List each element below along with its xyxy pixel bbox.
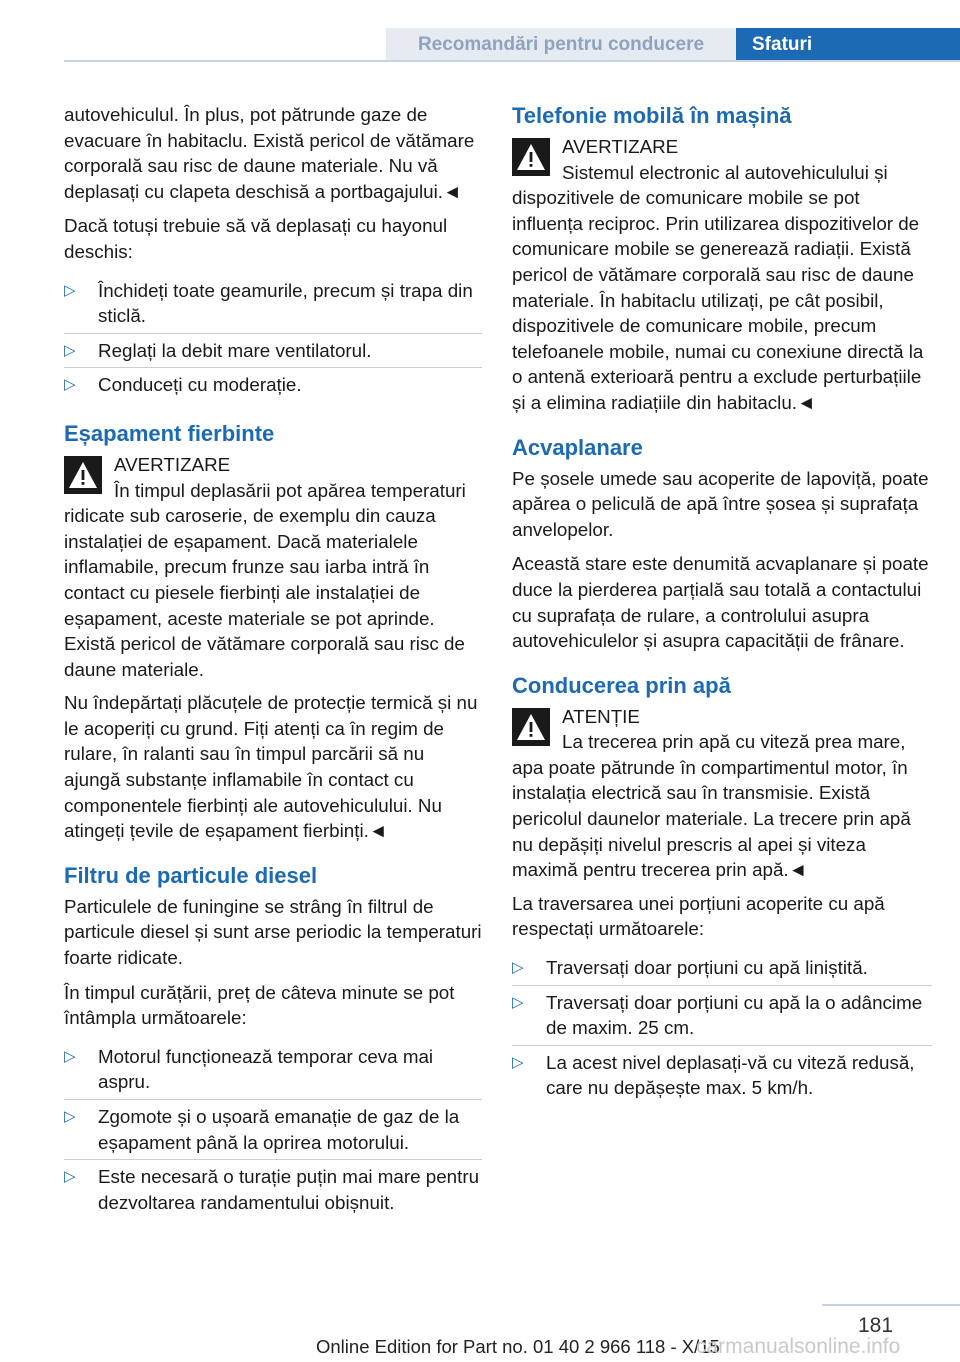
section-title-mobile-phones: Telefonie mobilă în mașină <box>512 103 792 128</box>
header-section-title: Recomandări pentru conducere <box>386 28 736 61</box>
triangle-bullet-icon: ▷ <box>512 959 524 977</box>
bullet-list <box>512 951 932 1105</box>
section-title-diesel-filter: Filtru de particule diesel <box>64 862 318 888</box>
list-item-text: Închideți toate geamurile, precum și trapa din sticlă. <box>98 279 473 327</box>
section-title-hot-exhaust: Eșapament fierbinte <box>64 420 275 446</box>
caution-text: La trecerea prin apă cu viteză prea mare, apa poate pătrunde în compartimentul motor, în instalația electrică sau în transmisie. Există pericolul daunelor materiale. La trecere prin apă nu depășiți nivelul prescris al apei și viteza maximă pentru trecerea prin apă.◄ <box>512 731 911 881</box>
paragraph: autovehiculul. În plus, pot pătrunde gaze de evacuare în habitaclu. Există pericol de vătămare corporală sau risc de daune materiale. Nu vă deplasați cu clapeta deschisă a portbagajului.◄ <box>64 104 475 202</box>
warning-text: Sistemul electronic al autovehiculului și dispozitivele de comunicare mobile se pot influența reciproc. Prin utilizarea dispozitivelor de comunicare mobile se generează radiații. Există pericol de vătămare corporală sau risc de daune materiale. În habitaclu utilizați, pe cât posibil, dispozitivele de comunicare mobile, precum telefoanele mobile, numai cu conexiune directă la o antenă exterioară pentru a exclude perturbațiile și a elimina radiațiile din habitaclu.◄ <box>512 161 924 413</box>
triangle-bullet-icon: ▷ <box>64 1108 76 1125</box>
triangle-bullet-icon: ▷ <box>64 281 76 299</box>
paragraph: Dacă totuși trebuie să vă deplasați cu hayonul deschis: <box>64 215 448 262</box>
section-title-aquaplaning: Acvaplanare <box>512 434 643 460</box>
paragraph: La traversarea unei porțiuni acoperite cu apă respectați următoarele: <box>512 892 885 940</box>
list-item <box>64 1099 482 1159</box>
paragraph: Nu îndepărtați plăcuțele de protecție termică și nu le acoperiți cu grund. Fiți atenți ca în regim de rulare, în ralanti sau în timpul parcării să nu ajungă substanțe inflamabile în contact cu componentele fierbinți ale autovehiculului. Nu atingeți țevile de eșapament fierbinți.◄ <box>64 692 478 842</box>
warning-triangle-icon <box>64 456 102 494</box>
triangle-bullet-icon: ▷ <box>512 993 524 1011</box>
triangle-bullet-icon: ▷ <box>64 376 76 394</box>
paragraph: Pe șosele umede sau acoperite de lapoviță, poate apărea o peliculă de apă între șosea și suprafața anvelopelor. <box>512 467 929 540</box>
triangle-bullet-icon: ▷ <box>64 341 76 359</box>
list-item <box>512 1045 932 1105</box>
list-item <box>64 274 482 333</box>
list-item-text: Reglați la debit mare ventilatorul. <box>98 339 372 361</box>
right-column <box>512 102 932 1114</box>
list-item-text: Este necesară o turație puțin mai mare pentru dezvoltarea randamentului obișnuit. <box>98 1166 480 1213</box>
header-divider <box>64 60 960 62</box>
warning-triangle-icon <box>512 138 550 176</box>
list-item-text: Conduceți cu moderație. <box>98 374 302 396</box>
list-item <box>512 951 932 985</box>
left-column <box>64 102 482 1228</box>
footer-divider <box>822 1304 960 1306</box>
warning-block <box>512 134 932 416</box>
triangle-bullet-icon: ▷ <box>64 1047 76 1065</box>
list-item-text: La acest nivel deplasați-vă cu viteză redusă, care nu depășește max. 5 km/h. <box>546 1051 915 1099</box>
header-chapter-tab: Sfaturi <box>736 28 960 61</box>
warning-block <box>64 452 482 682</box>
list-item-text: Motorul funcționează temporar ceva mai aspru. <box>98 1045 434 1093</box>
bullet-list <box>64 1040 482 1220</box>
paragraph: Particulele de funingine se strâng în filtrul de particule diesel și sunt arse periodic la temperaturi foarte ridicate. <box>64 895 482 969</box>
caution-block <box>512 704 932 883</box>
triangle-bullet-icon: ▷ <box>512 1053 524 1071</box>
list-item <box>64 333 482 368</box>
list-item <box>64 1040 482 1099</box>
watermark: carmanualsonline.info <box>696 1335 901 1358</box>
list-item <box>64 367 482 402</box>
list-item-text: Zgomote și o ușoară emanație de gaz de la eșapament până la oprirea motorului. <box>98 1106 460 1153</box>
list-item-text: Traversați doar porțiuni cu apă liniștită. <box>546 957 868 979</box>
list-item <box>512 985 932 1045</box>
warning-label: AVERTIZARE <box>114 453 231 475</box>
edition-footer: Online Edition for Part no. 01 40 2 966 118 - X/15 <box>316 1336 720 1357</box>
page-number: 181 <box>858 1314 894 1337</box>
list-item <box>64 1159 482 1219</box>
paragraph: Această stare este denumită acvaplanare și poate duce la pierderea parțială sau totală a contactului cu suprafața de rulare, a controlului asupra autovehiculelor și asupra capacității de frânare. <box>512 553 929 652</box>
triangle-bullet-icon: ▷ <box>64 1168 76 1186</box>
section-title-driving-through-water: Conducerea prin apă <box>512 672 731 698</box>
warning-text: În timpul deplasării pot apărea temperaturi ridicate sub caroserie, de exemplu din cauza instalației de eșapament. Dacă materialele inflamabile, precum frunze sau iarba intră în contact cu piesele fierbinți ale instalației de eșapament, aceste materiale se pot aprinde. Există pericol de vătămare corporală sau risc de daune materiale. <box>64 479 466 680</box>
warning-label: AVERTIZARE <box>562 136 679 157</box>
list-item-text: Traversați doar porțiuni cu apă la o adâncime de maxim. 25 cm. <box>546 991 923 1039</box>
warning-triangle-icon <box>512 708 550 746</box>
bullet-list <box>64 274 482 402</box>
caution-label: ATENȚIE <box>562 705 640 727</box>
paragraph: În timpul curățării, preț de câteva minute se pot întâmpla următoarele: <box>64 981 455 1029</box>
